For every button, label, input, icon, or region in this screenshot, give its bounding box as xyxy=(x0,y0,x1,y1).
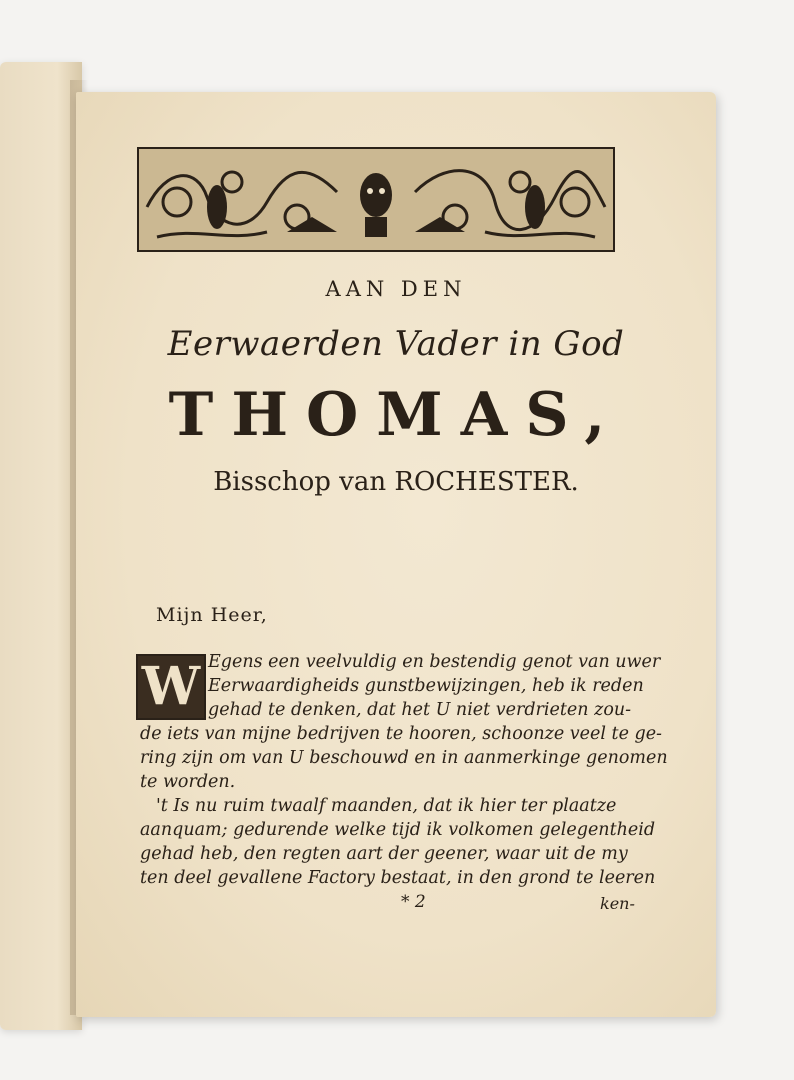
heading-subtitle: Bisschop van ROCHESTER. xyxy=(213,467,579,497)
drop-cap xyxy=(136,654,206,720)
text-line: ring zijn om van U beschouwd en in aanmerkinge genomen xyxy=(140,748,668,768)
heading-name: THOMAS, xyxy=(168,380,624,450)
book-page xyxy=(76,92,716,1017)
text-line: 't Is nu ruim twaalf maanden, dat ik hier ter plaatze xyxy=(156,796,617,816)
drop-cap-letter: W xyxy=(141,656,201,717)
signature-mark: * 2 xyxy=(401,892,426,912)
catchword: ken- xyxy=(600,894,635,913)
text-line: aanquam; gedurende welke tijd ik volkomen gelegentheid xyxy=(140,820,656,840)
text-line: Egens een veelvuldig en bestendig genot van uwer xyxy=(208,652,661,672)
text-line: Eerwaardigheids gunstbewijzingen, heb ik reden xyxy=(208,676,644,696)
heading-title-italic: Eerwaerden Vader in God xyxy=(167,324,625,364)
ornament-headpiece xyxy=(137,147,615,252)
text-line: gehad heb, den regten aart der geener, waar uit de my xyxy=(140,844,628,864)
text-line: ten deel gevallene Factory bestaat, in den grond te leeren xyxy=(140,868,656,888)
heading-aan-den: AAN DEN xyxy=(325,277,467,301)
text-line: gehad te denken, dat het U niet verdrieten zou- xyxy=(208,700,632,720)
text-line: te worden. xyxy=(140,772,236,792)
text-line: de iets van mijne bedrijven te hooren, schoonze veel te ge- xyxy=(140,724,662,744)
salutation: Mijn Heer, xyxy=(156,604,268,626)
